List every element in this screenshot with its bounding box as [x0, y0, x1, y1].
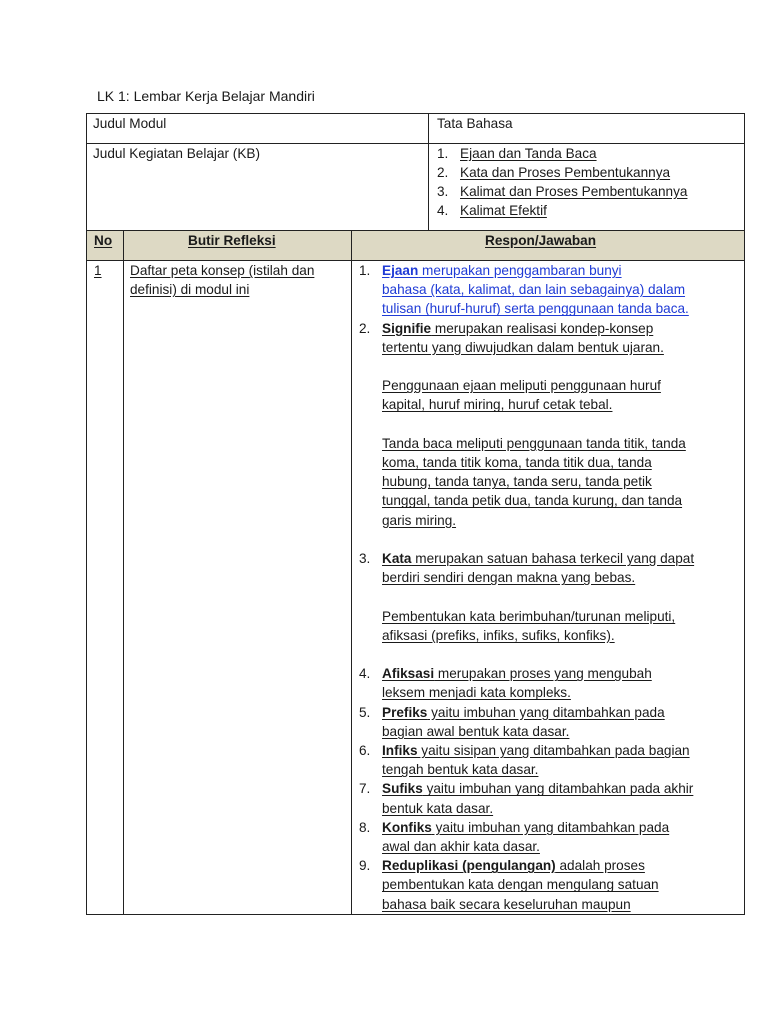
list-number: 5.: [359, 704, 371, 720]
text-line: bentuk kata dasar.: [382, 800, 494, 816]
header-respon-cell: [351, 231, 744, 260]
modul-value: Tata Bahasa: [437, 116, 513, 131]
text-line: tunggal, tanda petik dua, tanda kurung, dan tanda: [382, 493, 683, 509]
table-row-modul: [87, 114, 744, 144]
text-line: leksem menjadi kata kompleks.: [382, 685, 571, 701]
term: Sufiks: [382, 781, 423, 797]
list-number: 2.: [437, 165, 449, 180]
text-line: yaitu imbuhan yang ditambahkan pada: [427, 704, 665, 720]
term: Afiksasi: [382, 666, 435, 682]
kb-label-cell: [87, 144, 428, 230]
list-text: [382, 856, 645, 875]
page-title: LK 1: Lembar Kerja Belajar Mandiri: [97, 88, 315, 104]
text-line: bagian awal bentuk kata dasar.: [382, 723, 570, 739]
text-line: merupakan satuan bahasa terkecil yang dapat: [411, 551, 695, 566]
list-number: 9.: [359, 858, 371, 874]
header-butir: Butir Refleksi: [188, 233, 276, 248]
list-text: [382, 549, 694, 568]
modul-label-cell: [87, 114, 428, 143]
row-no-cell: [87, 261, 123, 914]
text-line: tengah bentuk kata dasar.: [382, 762, 539, 778]
text-line: awal dan akhir kata dasar.: [382, 839, 540, 854]
modul-label: Judul Modul: [93, 116, 167, 131]
text-line: bahasa baik secara keseluruhan maupun: [382, 896, 631, 912]
list-text: [382, 818, 669, 837]
list-number: 4.: [437, 203, 449, 218]
text-line: Penggunaan ejaan meliputi penggunaan huruf: [382, 378, 661, 394]
term: Prefiks: [382, 704, 428, 720]
table-row-kb: [87, 144, 744, 231]
text-line: tertentu yang diwujudkan dalam bentuk ujaran.: [382, 339, 664, 355]
response-list: [352, 261, 744, 914]
text-line: yaitu sisipan yang ditambahkan pada bagian: [417, 743, 690, 758]
table-row: [87, 261, 744, 914]
list-text: Ejaan dan Tanda Baca: [460, 146, 597, 161]
list-text: [382, 319, 653, 338]
text-line: tulisan (huruf-huruf) serta penggunaan tanda baca.: [382, 301, 689, 317]
header-butir-cell: [123, 231, 351, 260]
term: Reduplikasi (pengulangan): [382, 858, 556, 874]
list-number: 6.: [359, 743, 371, 758]
reflection-table: [86, 113, 745, 915]
text-line: afiksasi (prefiks, infiks, sufiks, konfiks).: [382, 627, 615, 643]
term: Kata: [382, 551, 412, 566]
text-line: bahasa (kata, kalimat, dan lain sebagainya) dalam: [382, 282, 686, 298]
text-line: merupakan realisasi kondep-konsep: [431, 320, 654, 336]
list-text: [382, 664, 652, 683]
list-text: Kalimat Efektif: [460, 203, 547, 218]
list-text: Kalimat dan Proses Pembentukannya: [460, 184, 688, 199]
text-line: adalah proses: [555, 858, 645, 874]
kb-label: Judul Kegiatan Belajar (KB): [93, 146, 260, 161]
term: Signifie: [382, 320, 432, 336]
term: Ejaan: [382, 263, 419, 278]
header-no: No: [94, 233, 113, 248]
list-number: 2.: [359, 320, 371, 336]
row-butir-line: definisi) di modul ini: [130, 282, 250, 298]
row-respon-cell: [351, 261, 744, 914]
list-number: 4.: [359, 666, 371, 682]
text-line: kapital, huruf miring, huruf cetak tebal.: [382, 397, 613, 413]
text-line: yaitu imbuhan yang ditambahkan pada akhir: [422, 781, 694, 797]
list-number: 7.: [359, 781, 371, 797]
text-line: pembentukan kata dengan mengulang satuan: [382, 877, 659, 893]
list-number: 1.: [437, 146, 449, 161]
list-number: 8.: [359, 819, 371, 835]
term: Infiks: [382, 743, 418, 758]
list-number: 1.: [359, 263, 371, 278]
text-line: hubung, tanda tanya, tanda seru, tanda petik: [382, 474, 652, 490]
text-line: koma, tanda titik koma, tanda titik dua, tanda: [382, 455, 652, 470]
list-text: [382, 703, 665, 722]
list-number: 3.: [437, 184, 449, 199]
header-respon: Respon/Jawaban: [485, 233, 597, 248]
list-text: Kata dan Proses Pembentukannya: [460, 165, 671, 180]
text-line: merupakan proses yang mengubah: [434, 666, 652, 682]
header-no-cell: [87, 231, 123, 260]
text-line: yaitu imbuhan yang ditambahkan pada: [431, 819, 670, 835]
text-line: merupakan penggambaran bunyi: [418, 263, 622, 278]
text-line: Pembentukan kata berimbuhan/turunan meliputi,: [382, 608, 676, 624]
list-text: [382, 261, 622, 280]
text-line: Tanda baca meliputi penggunaan tanda titik, tanda: [382, 435, 686, 451]
row-no: 1: [94, 263, 102, 278]
list-text: [382, 741, 690, 760]
text-line: berdiri sendiri dengan makna yang bebas.: [382, 570, 636, 586]
row-butir-line: Daftar peta konsep (istilah dan: [130, 263, 315, 278]
term: Konfiks: [382, 819, 432, 835]
modul-value-cell: [428, 114, 744, 143]
list-text: [382, 779, 693, 798]
list-number: 3.: [359, 551, 371, 566]
row-butir-cell: [123, 261, 351, 914]
table-header-row: [87, 231, 744, 261]
kb-list-cell: [428, 144, 744, 230]
text-line: garis miring.: [382, 512, 457, 528]
